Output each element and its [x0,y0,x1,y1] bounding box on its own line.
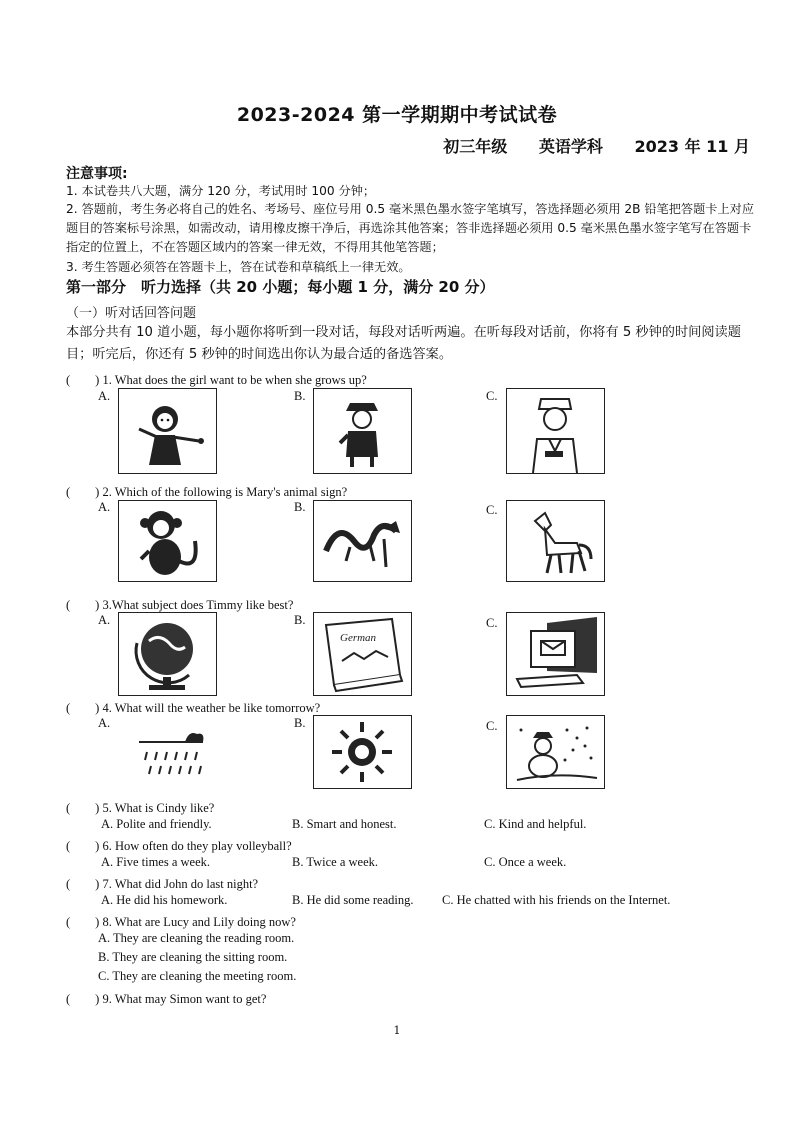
part1-title: 第一部分 听力选择（共 20 小题；每小题 1 分，满分 20 分） [66,278,495,296]
q1-label-b: B. [294,389,306,403]
note-2: 2. 答题前，考生务必将自己的姓名、考场号、座位号用 0.5 毫米黑色墨水签字笔填写，答选择题必须用 2B 铅笔把答题卡上对应题目的答案标号涂黑，如需改动，请用橡皮擦干净后，再选涂其他答案；答非选择题必须用 0.5 毫米黑色墨水签字笔写在答题卡指定的位置上，不在答题区域内的答案一律无效，不得用其他笔答题； [66,202,755,254]
q3-label-a: A. [98,613,111,627]
snowman-icon [507,716,604,788]
picture-globe [118,612,217,696]
picture-dancer-girl [118,388,217,474]
q4-label-b: B. [294,716,306,730]
q7-option-c: C. He chatted with his friends on the Internet. [442,893,671,907]
q2-label-c: C. [486,503,498,517]
note-1: 1. 本试卷共八大题，满分 120 分，考试用时 100 分钟； [66,184,376,198]
q2-label-b: B. [294,500,306,514]
q1-label-c: C. [486,389,498,403]
monkey-icon [119,501,216,581]
q3-label-b: B. [294,613,306,627]
subject: 英语学科 [538,137,603,156]
picture-nurse [506,388,605,474]
book-title: German [340,632,377,644]
q6-option-b: B. Twice a week. [292,855,379,869]
question-4: ( ) 4. What will the weather be like tomorrow? [66,701,321,715]
date: 2023 年 11 月 [634,137,750,156]
note-3: 3. 考生答题必须答在答题卡上，答在试卷和草稿纸上一律无效。 [66,260,411,274]
exam-title: 2023-2024 第一学期期中考试试卷 [236,104,558,126]
q5-option-b: B. Smart and honest. [292,817,397,831]
q5-option-c: C. Kind and helpful. [484,817,587,831]
rain-icon [119,716,216,788]
notes-heading: 注意事项: [66,166,128,182]
book-icon [314,613,411,695]
question-5: ( ) 5. What is Cindy like? [66,801,215,815]
picture-sun [313,715,412,789]
horse-icon [507,501,604,581]
section-intro: 本部分共有 10 道小题，每小题你将听到一段对话，每段对话听两遍。在听每段对话前，你将有 5 秒钟的时间阅读题目；听完后，你还有 5 秒钟的时间选出你认为最合适的备选答案。 [66,325,741,362]
picture-rain [118,715,217,789]
q7-option-b: B. He did some reading. [292,893,414,907]
dragon-icon [314,501,411,581]
question-9: ( ) 9. What may Simon want to get? [66,992,267,1006]
page-number: 1 [393,1024,401,1037]
question-3: ( ) 3.What subject does Timmy like best? [66,598,294,612]
picture-snow [506,715,605,789]
question-7: ( ) 7. What did John do last night? [66,877,259,891]
globe-icon [119,613,216,695]
computer-icon [507,613,604,695]
picture-policeman [313,388,412,474]
q8-option-b: B. They are cleaning the sitting room. [98,950,288,964]
picture-dragon [313,500,412,582]
nurse-icon [507,389,604,473]
question-2: ( ) 2. Which of the following is Mary's animal sign? [66,485,348,499]
q7-option-a: A. He did his homework. [101,893,228,907]
q8-option-a: A. They are cleaning the reading room. [98,931,295,945]
question-1: ( ) 1. What does the girl want to be when she grows up? [66,373,367,387]
q8-option-c: C. They are cleaning the meeting room. [98,969,297,983]
picture-german-book [313,612,412,696]
section-title: （一）听对话回答问题 [66,306,197,321]
exam-subtitle [417,134,750,157]
q1-label-a: A. [98,389,111,403]
q4-label-a: A. [98,716,111,730]
grade: 初三年级 [443,137,508,156]
sun-icon [314,716,411,788]
q5-option-a: A. Polite and friendly. [101,817,212,831]
picture-horse [506,500,605,582]
policeman-icon [314,389,411,473]
question-6: ( ) 6. How often do they play volleyball? [66,839,292,853]
q2-label-a: A. [98,500,111,514]
q3-label-c: C. [486,616,498,630]
q6-option-c: C. Once a week. [484,855,567,869]
question-8: ( ) 8. What are Lucy and Lily doing now? [66,915,296,929]
q4-label-c: C. [486,719,498,733]
dancer-girl-icon [119,389,216,473]
picture-computer [506,612,605,696]
picture-monkey [118,500,217,582]
q6-option-a: A. Five times a week. [101,855,211,869]
